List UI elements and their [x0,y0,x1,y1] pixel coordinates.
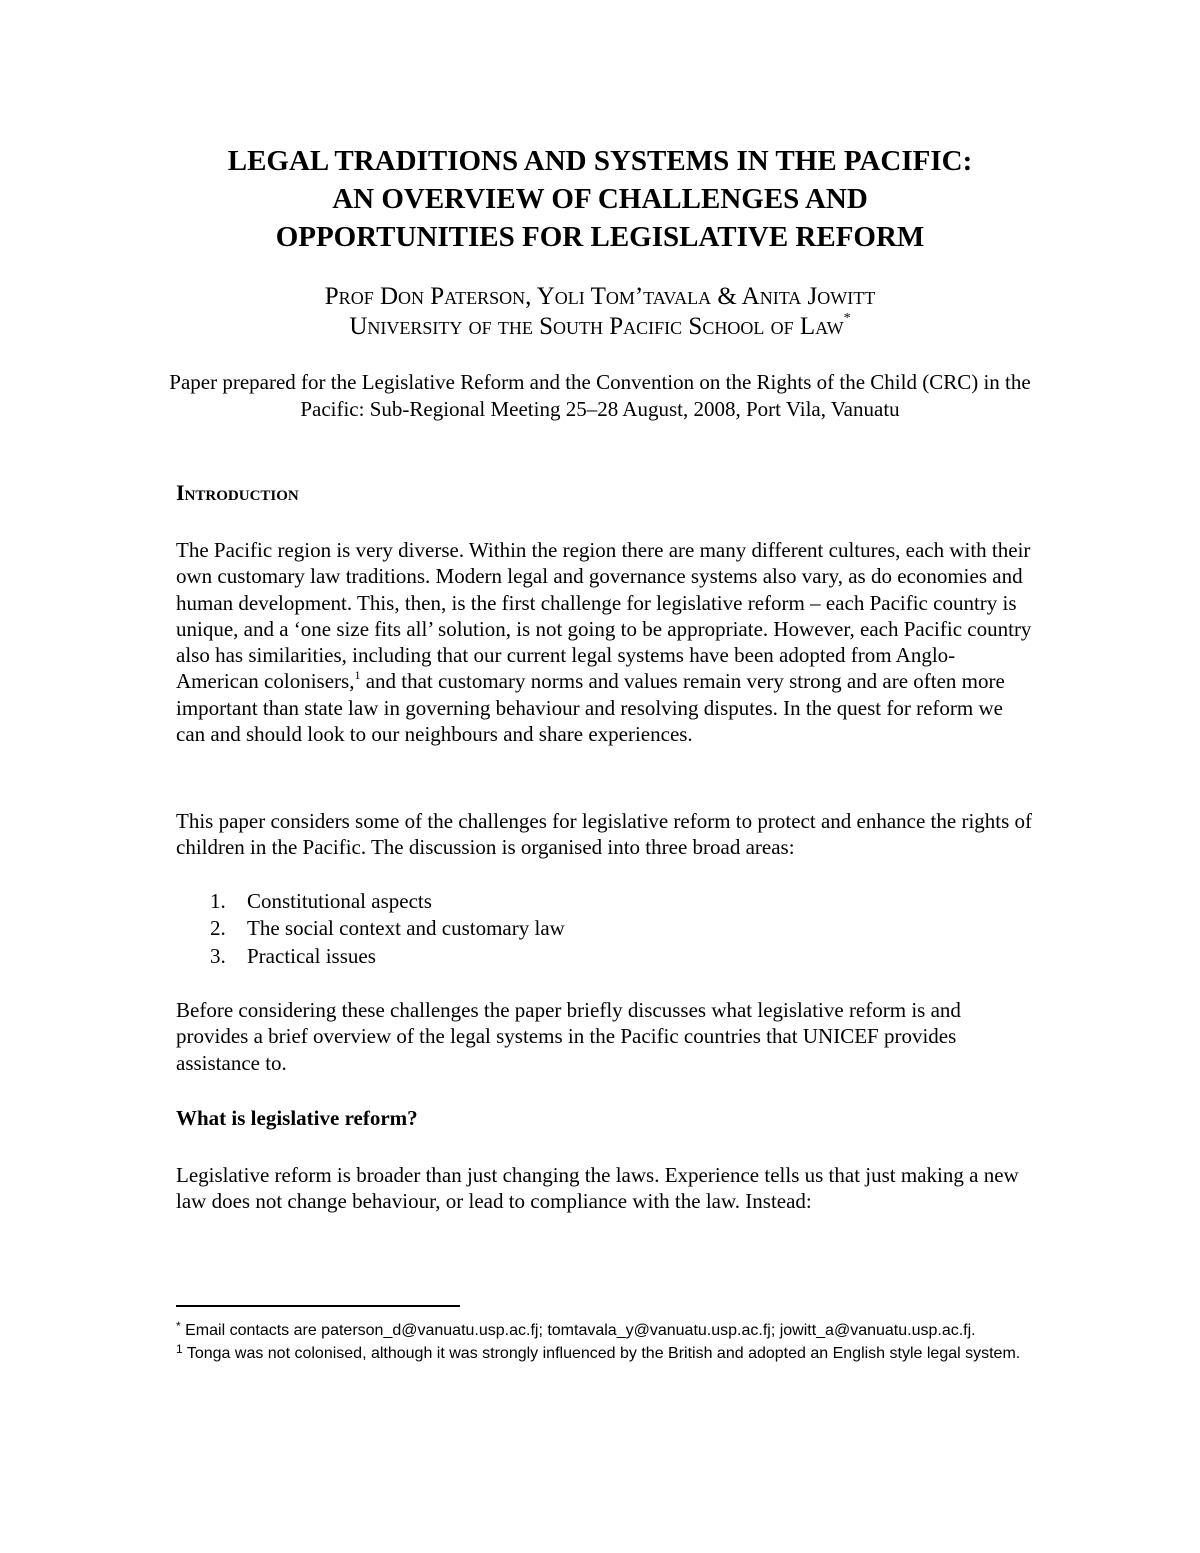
list-item-number: 3. [210,943,226,968]
introduction-paragraph-2: This paper considers some of the challenges for legislative reform to protect and enhance the rights of children in the Pacific. The discussion is organised into three broad areas: [176,809,1033,860]
affiliation-footnote-marker[interactable]: * [843,311,851,326]
legislative-reform-paragraph: Legislative reform is broader than just changing the laws. Experience tells us that just making a new law does not change behaviour, or lead to compliance with the law. Instead: [176,1163,1019,1214]
footnote-marker: * [176,1319,181,1333]
title-line-1: LEGAL TRADITIONS AND SYSTEMS IN THE PACIFIC: [227,145,973,177]
paragraph-1-text-a: The Pacific region is very diverse. Within the region there are many different cultures, each with their own customary law traditions. Modern legal and governance systems also vary, as do economies and human development. This, then, is the first challenge for legislative reform – each Pacific country is unique, and a ‘one size fits all’ solution, is not going to be appropriate. However, each Pacific country also has similarities, including that our current legal systems have been adopted from Anglo- American colonisers, [176,538,1032,694]
footnote-marker: 1 [176,1341,183,1356]
list-item [176,915,1036,942]
list-item [176,943,1036,970]
legislative-reform-heading: What is legislative reform? [176,1106,418,1130]
list-item-text: Practical issues [247,943,376,968]
challenge-areas-list [176,888,1036,970]
paper-title [100,142,1100,256]
footnote-text: Email contacts are paterson_d@vanuatu.usp.ac.fj; tomtavala_y@vanuatu.usp.ac.fj; jowitt_a@vanuatu.usp.ac.fj. [180,1322,976,1339]
introduction-paragraph-3: Before considering these challenges the paper briefly discusses what legislative reform is and provides a brief overview of the legal systems in the Pacific countries that UNICEF provides assistance to. [176,998,961,1075]
title-line-2: AN OVERVIEW OF CHALLENGES AND [332,183,868,215]
author-block [100,282,1100,342]
footnote-1 [176,1343,1036,1366]
paragraph-1-text-b: and that customary norms and values remain very strong and are often more important than state law in governing behaviour and resolving disputes. In the quest for reform we can and should look to our neighbours and share experiences. [176,669,1005,747]
list-item-number: 1. [210,889,226,913]
footnote-1-marker[interactable]: 1 [354,668,361,683]
footnote-text: Tonga was not colonised, although it was strongly influenced by the British and adopted an English style legal system. [182,1344,1021,1362]
affiliation: University of the South Pacific School of Law [349,313,844,340]
footnotes [176,1320,1036,1365]
title-line-3: OPPORTUNITIES FOR LEGISLATIVE REFORM [275,221,925,253]
introduction-paragraph-1 [176,537,1036,747]
footnote-separator [176,1305,460,1307]
list-item-text: Constitutional aspects [247,889,432,913]
list-item-text: The social context and customary law [247,916,565,941]
footnote-asterisk [176,1320,1036,1343]
list-item [176,888,1036,915]
introduction-heading: Introduction [176,480,299,505]
list-item-number: 2. [210,916,226,941]
author-names: Prof Don Paterson, Yoli Tom’tavala & Anita Jowitt [324,283,876,310]
prepared-for-note: Paper prepared for the Legislative Reform and the Convention on the Rights of the Child (CRC) in the Pacific: Sub-Regional Meeting 25–28 August, 2008, Port Vila, Vanuatu [169,370,1031,421]
affiliation-line [100,312,1100,342]
